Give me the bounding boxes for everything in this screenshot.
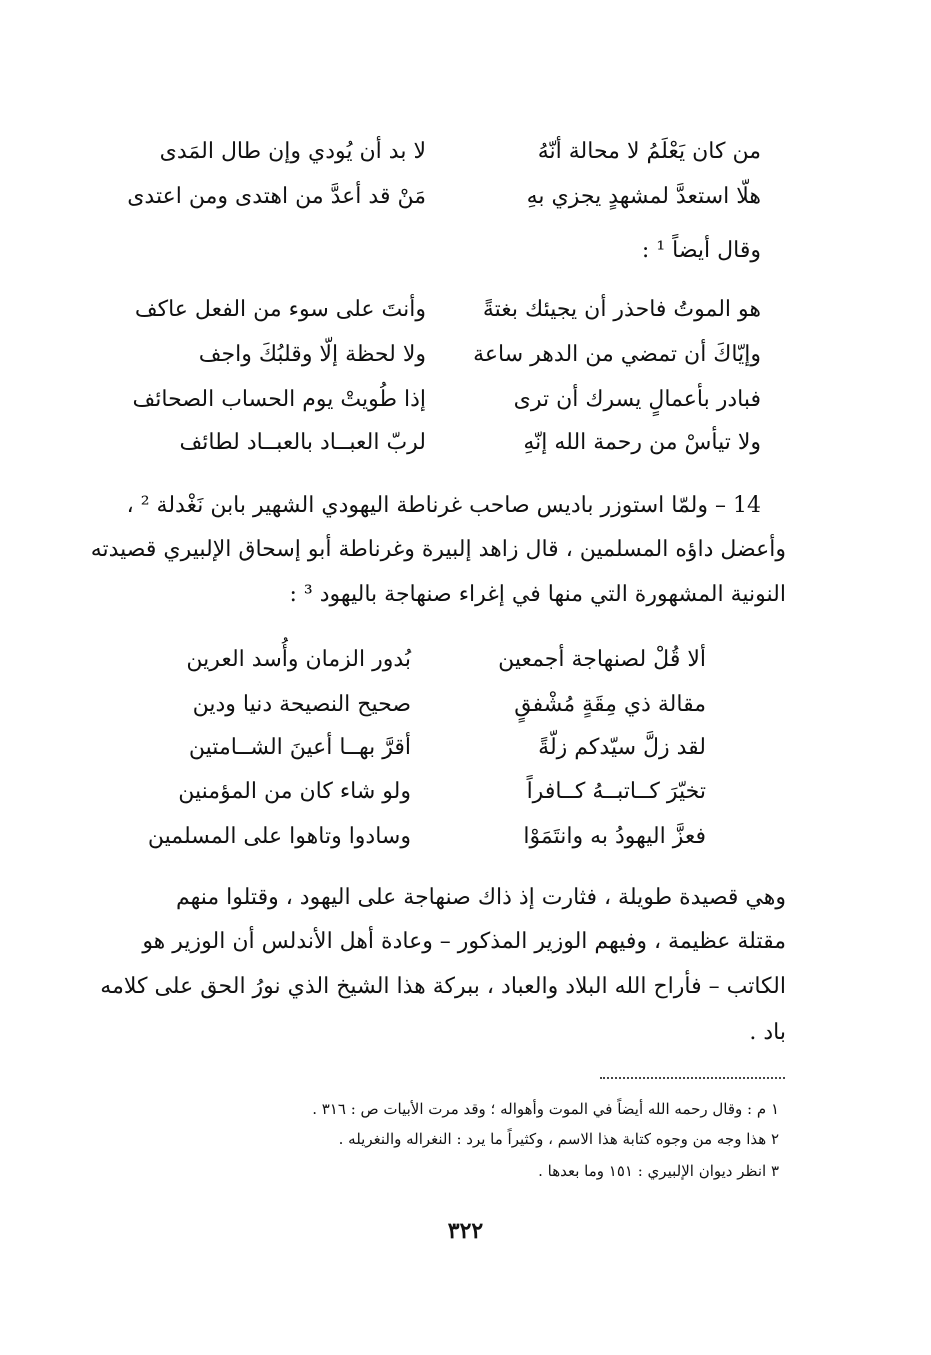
poem3-line2-hemistich2: صحيح النصيحة دنيا ودين — [192, 692, 411, 717]
poem2-line3-hemistich2: إذا طُويتْ يوم الحساب الصحائف — [132, 387, 426, 412]
poem3-line3-hemistich1: لقد زلَّ سيّدكم زلّةً — [538, 735, 706, 760]
poem2-line4-hemistich1: ولا تيأسْ من رحمة الله إنّهِ — [523, 430, 761, 455]
para14-line3: النونية المشهورة التي منها في إغراء صنهاجة باليهود ³ : — [289, 582, 786, 607]
closing-line2: مقتلة عظيمة ، وفيهم الوزير المذكور – وعادة أهل الأندلس أن الوزير هو — [142, 929, 786, 954]
page-number: ٣٢٢ — [447, 1218, 484, 1244]
poem2-line4-hemistich2: لربّ العبــاد بالعبــاد لطائف — [179, 430, 426, 455]
poem2-intro: وقال أيضاً ¹ : — [641, 238, 761, 263]
poem2-line1-hemistich1: هو الموتُ فاحذر أن يجيئك بغتةً — [482, 297, 761, 322]
footnote-3: ٣ انظر ديوان الإلبيري : ١٥١ وما بعدها . — [538, 1162, 779, 1180]
poem2-line2-hemistich2: ولا لحظة إلّا وقلبُكَ واجف — [198, 342, 426, 367]
footnote-1: ١ م : وقال رحمه الله أيضاً في الموت وأهواله ؛ وقد مرت الأبيات ص : ٣١٦ . — [312, 1100, 779, 1118]
closing-line4: باد . — [749, 1020, 786, 1045]
footnote-2: ٢ هذا وجه من وجوه كتابة هذا الاسم ، وكثيراً ما يرد : النغراله والنغريله . — [338, 1130, 779, 1148]
poem3-line2-hemistich1: مقالة ذي مِقَةٍ مُشْفقٍ — [514, 692, 706, 717]
poem3-line1-hemistich1: ألا قُلْ لصنهاجة أجمعين — [498, 647, 706, 672]
poem2-line1-hemistich2: وأنتَ على سوء من الفعل عاكف — [134, 297, 426, 322]
poem3-line5-hemistich1: فعزَّ اليهودُ به وانتَمَوْا — [523, 824, 706, 849]
footnote-divider — [600, 1077, 785, 1079]
poem1-line1-hemistich2: لا بد أن يُودي وإن طال المَدى — [159, 139, 426, 164]
closing-line3: الكاتب – فأراح الله البلاد والعباد ، ببركة هذا الشيخ الذي نورُ الحق على كلامه — [100, 974, 786, 999]
poem3-line4-hemistich2: ولو شاء كان من المؤمنين — [178, 779, 411, 804]
poem3-line3-hemistich2: أقرَّ بهــا أعينَ الشــامتين — [188, 735, 411, 760]
closing-line1: وهي قصيدة طويلة ، فثارت إذ ذاك صنهاجة على اليهود ، وقتلوا منهم — [175, 885, 786, 910]
poem2-line3-hemistich1: فبادر بأعمالٍ يسرك أن ترى — [513, 387, 761, 412]
para14-line1: 14 – ولمّا استوزر باديس صاحب غرناطة اليهودي الشهير بابن نَغْدلة ² ، — [126, 493, 761, 518]
poem1-line2-hemistich2: مَنْ قد أعدَّ من اهتدى ومن اعتدى — [127, 184, 426, 209]
poem3-line1-hemistich2: بُدور الزمان وأُسد العرين — [186, 647, 411, 672]
poem1-line1-hemistich1: من كان يَعْلَمُ لا محالة أنّهُ — [537, 139, 761, 164]
poem3-line4-hemistich1: تخيّرَ كــاتبــهُ كــافراً — [526, 779, 706, 804]
poem2-line2-hemistich1: وإيّاكَ أن تمضي من الدهر ساعة — [473, 342, 761, 367]
poem1-line2-hemistich1: هلّا استعدَّ لمشهدٍ يجزي بهِ — [526, 184, 761, 209]
poem3-line5-hemistich2: وسادوا وتاهوا على المسلمين — [147, 824, 411, 849]
para14-line2: وأعضل داؤه المسلمين ، قال زاهد إلبيرة وغرناطة أبو إسحاق الإلبيري قصيدته — [90, 537, 786, 562]
